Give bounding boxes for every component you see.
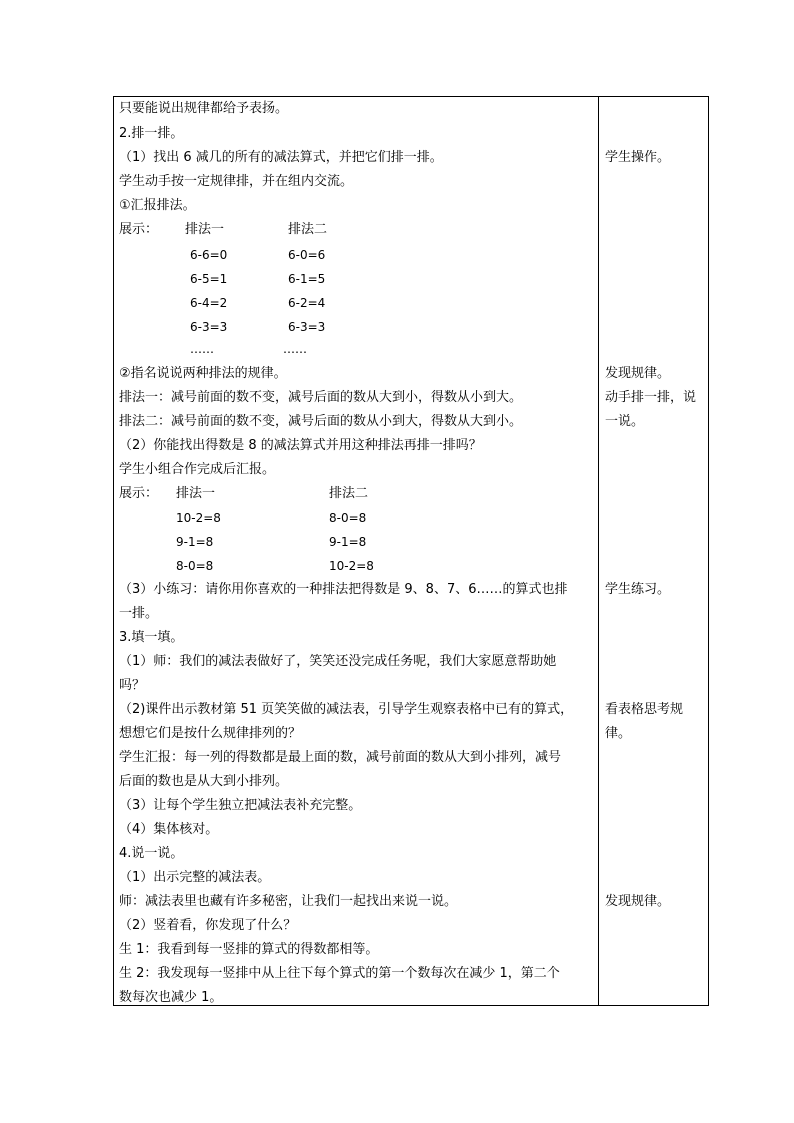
text-line: 数每次也减少 1。 xyxy=(119,990,223,1005)
text-line: （3）让每个学生独立把减法表补充完整。 xyxy=(119,798,362,813)
ellipsis: …… xyxy=(190,342,214,356)
display-label: 展示： xyxy=(119,222,159,237)
note-line: 律。 xyxy=(605,726,632,741)
text-line: ②指名说说两种排法的规律。 xyxy=(119,366,287,381)
equation: 6-3=3 xyxy=(288,320,326,334)
display-label: 展示： xyxy=(119,486,159,501)
note-line: 发现规律。 xyxy=(605,366,671,381)
equation: 6-3=3 xyxy=(190,320,228,334)
text-line: 只要能说出规律都给予表扬。 xyxy=(119,101,289,116)
method-2-header: 排法二 xyxy=(288,222,328,237)
text-line: （4）集体核对。 xyxy=(119,822,219,837)
text-line: 师：减法表里也藏有许多秘密，让我们一起找出来说一说。 xyxy=(119,894,458,909)
text-line: 学生汇报：每一列的得数都是最上面的数，减号前面的数从大到小排列，减号 xyxy=(119,750,562,765)
equation: 9-1=8 xyxy=(176,535,214,549)
text-line: 排法一：减号前面的数不变，减号后面的数从大到小，得数从小到大。 xyxy=(119,390,523,405)
note-line: 看表格思考规 xyxy=(605,702,684,717)
text-line: 一排。 xyxy=(119,606,159,621)
text-line: 学生动手按一定规律排，并在组内交流。 xyxy=(119,174,354,189)
equation: 6-2=4 xyxy=(288,296,326,310)
text-line: 3.填一填。 xyxy=(119,630,184,645)
text-line: 4.说一说。 xyxy=(119,846,184,861)
equation: 10-2=8 xyxy=(176,511,221,525)
method-1-header: 排法一 xyxy=(185,222,225,237)
text-line: 生 2：我发现每一竖排中从上往下每个算式的第一个数每次在减少 1，第二个 xyxy=(119,966,560,981)
ellipsis: …… xyxy=(283,342,307,356)
text-line: （2)课件出示教材第 51 页笑笑做的减法表，引导学生观察表格中已有的算式， xyxy=(119,702,574,717)
equation: 6-0=6 xyxy=(288,248,326,262)
text-line: 排法二：减号前面的数不变，减号后面的数从小到大，得数从大到小。 xyxy=(119,414,523,429)
text-line: （1）找出 6 减几的所有的减法算式，并把它们排一排。 xyxy=(119,150,443,165)
text-line: （2）竖着看，你发现了什么？ xyxy=(119,918,297,933)
text-line: ①汇报排法。 xyxy=(119,198,196,213)
equation: 6-4=2 xyxy=(190,296,228,310)
equation: 8-0=8 xyxy=(329,511,367,525)
text-line: （2）你能找出得数是 8 的减法算式并用这种排法再排一排吗？ xyxy=(119,438,482,453)
text-line: 生 1：我看到每一竖排的算式的得数都相等。 xyxy=(119,942,379,957)
note-line: 发现规律。 xyxy=(605,894,671,909)
text-line: 2.排一排。 xyxy=(119,126,184,141)
text-line: 想想它们是按什么规律排列的？ xyxy=(119,726,302,741)
equation: 8-0=8 xyxy=(176,559,214,573)
text-line: （1）师：我们的减法表做好了，笑笑还没完成任务呢，我们大家愿意帮助她 xyxy=(119,654,557,669)
equation: 6-1=5 xyxy=(288,272,326,286)
text-line: 吗？ xyxy=(119,678,146,693)
equation: 9-1=8 xyxy=(329,535,367,549)
text-line: 后面的数也是从大到小排列。 xyxy=(119,774,289,789)
text-line: （3）小练习：请你用你喜欢的一种排法把得数是 9、8、7、6……的算式也排 xyxy=(119,582,568,597)
note-line: 学生练习。 xyxy=(605,582,671,597)
note-line: 学生操作。 xyxy=(605,150,671,165)
column-divider xyxy=(598,96,599,1006)
note-line: 一说。 xyxy=(605,414,645,429)
method-2-header: 排法二 xyxy=(329,486,369,501)
text-line: （1）出示完整的减法表。 xyxy=(119,870,271,885)
method-1-header: 排法一 xyxy=(176,486,216,501)
note-line: 动手排一排，说 xyxy=(605,390,697,405)
equation: 6-5=1 xyxy=(190,272,228,286)
equation: 6-6=0 xyxy=(190,248,228,262)
equation: 10-2=8 xyxy=(329,559,374,573)
text-line: 学生小组合作完成后汇报。 xyxy=(119,462,276,477)
